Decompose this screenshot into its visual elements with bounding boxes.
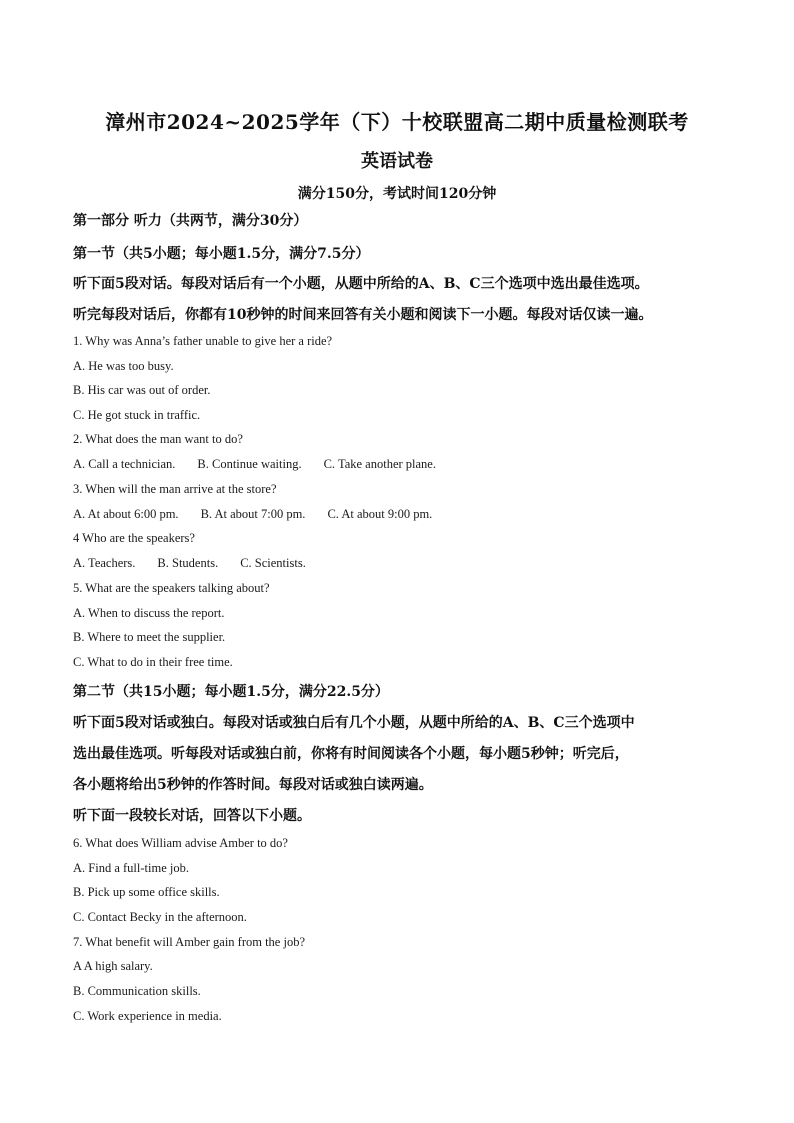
q2-option-b: B. Continue waiting.: [197, 457, 302, 471]
section2-instruction-2: 选出最佳选项。听每段对话或独白前，你将有时间阅读各个小题，每小题5秒钟；听完后，: [73, 746, 629, 762]
section1-instruction-1: 听下面5段对话。每段对话后有一个小题，从题中所给的A、B、C三个选项中选出最佳选项。: [73, 276, 649, 292]
q4-options: [73, 556, 306, 571]
q7-option-c: C. Work experience in media.: [73, 1009, 222, 1023]
q7-stem: 7. What benefit will Amber gain from the job?: [73, 935, 306, 949]
q3-option-a: A. At about 6:00 pm.: [73, 507, 179, 521]
q1-option-a: A. He was too busy.: [73, 359, 174, 373]
exam-title: 漳州市2024~2025学年（下）十校联盟高二期中质量检测联考: [105, 110, 689, 134]
q5-option-c: C. What to do in their free time.: [73, 655, 233, 669]
q4-option-a: A. Teachers.: [73, 556, 136, 570]
exam-meta: 满分150分，考试时间120分钟: [297, 186, 497, 202]
exam-subtitle: 英语试卷: [361, 151, 433, 172]
q3-option-b: B. At about 7:00 pm.: [200, 507, 306, 521]
q5-stem: 5. What are the speakers talking about?: [73, 581, 270, 595]
q2-option-a: A. Call a technician.: [73, 457, 176, 471]
q7-option-a: A A high salary.: [73, 959, 153, 973]
q6-option-c: C. Contact Becky in the afternoon.: [73, 910, 247, 924]
section1-heading: 第一节（共5小题；每小题1.5分，满分7.5分）: [73, 246, 370, 262]
q6-option-b: B. Pick up some office skills.: [73, 885, 220, 899]
q2-option-c: C. Take another plane.: [323, 457, 436, 471]
q6-option-a: A. Find a full-time job.: [73, 861, 189, 875]
section1-instruction-2: 听完每段对话后，你都有10秒钟的时间来回答有关小题和阅读下一小题。每段对话仅读一遍。: [73, 307, 653, 323]
q6-stem: 6. What does William advise Amber to do?: [73, 836, 288, 850]
q2-options: [73, 457, 436, 472]
q2-stem: 2. What does the man want to do?: [73, 432, 243, 446]
q4-stem: 4 Who are the speakers?: [73, 531, 195, 545]
q1-option-c: C. He got stuck in traffic.: [73, 408, 201, 422]
part1-heading: 第一部分 听力（共两节，满分30分）: [73, 213, 308, 229]
section2-instruction-3: 各小题将给出5秒钟的作答时间。每段对话或独白读两遍。: [73, 777, 433, 793]
passage-intro: 听下面一段较长对话，回答以下小题。: [73, 808, 311, 824]
q3-stem: 3. When will the man arrive at the store?: [73, 482, 277, 496]
q3-options: [73, 507, 432, 522]
q4-option-b: B. Students.: [157, 556, 219, 570]
q4-option-c: C. Scientists.: [240, 556, 306, 570]
section2-instruction-1: 听下面5段对话或独白。每段对话或独白后有几个小题，从题中所给的A、B、C三个选项中: [73, 715, 635, 731]
q5-option-a: A. When to discuss the report.: [73, 606, 225, 620]
q1-stem: 1. Why was Anna’s father unable to give her a ride?: [73, 334, 333, 348]
q3-option-c: C. At about 9:00 pm.: [327, 507, 433, 521]
q7-option-b: B. Communication skills.: [73, 984, 201, 998]
q5-option-b: B. Where to meet the supplier.: [73, 630, 226, 644]
q1-option-b: B. His car was out of order.: [73, 383, 211, 397]
section2-heading: 第二节（共15小题；每小题1.5分，满分22.5分）: [73, 684, 389, 700]
